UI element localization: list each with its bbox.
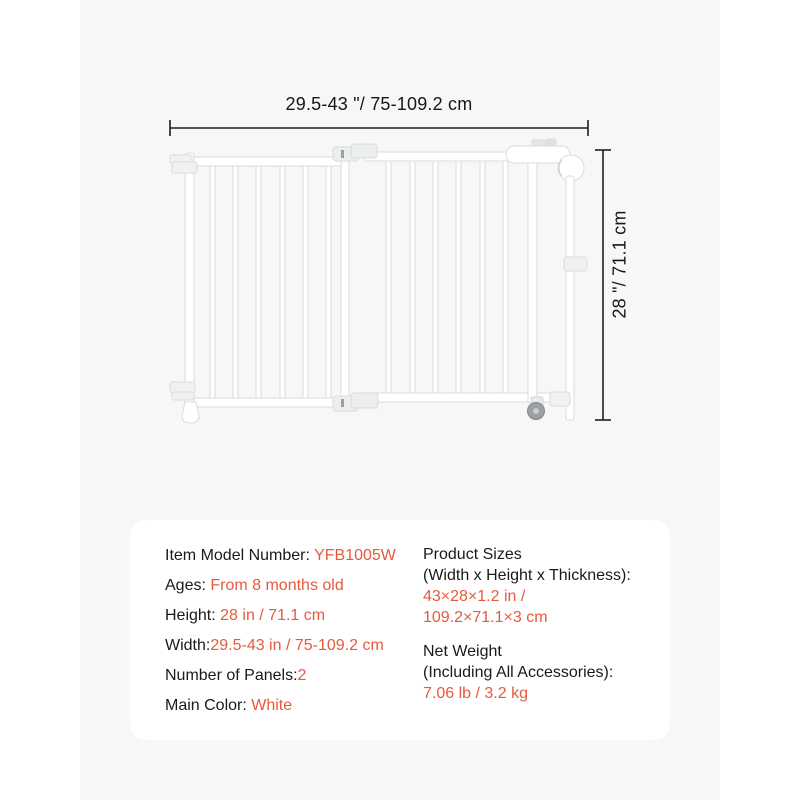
gate-middle-post [341,153,349,407]
spec-value: From 8 months old [210,577,344,594]
spec-right-column [423,544,655,717]
spec-label: Item Model Number: [165,547,315,564]
spec-label: Height: [165,607,221,624]
spec-label: Net Weight [423,643,502,660]
spec-label: (Including All Accessories): [423,664,614,681]
spec-value: 2 [297,667,307,684]
spec-label: Number of Panels: [165,667,298,684]
spec-row-width [165,631,396,661]
spec-label: Width: [165,637,211,654]
gate-top-rail-left [190,157,345,166]
wall-bracket-bottom-left [170,382,195,400]
spec-value: White [251,697,293,714]
spec-panel [130,520,670,740]
spec-value: 29.5-43 in / 75-109.2 cm [210,637,384,654]
gate-end-post [528,158,537,403]
spec-label: (Width x Height x Thickness): [423,567,631,584]
spec-row-panels [165,661,396,691]
hinge-clamp-top [333,144,377,161]
hinge-clamp-bottom [333,393,378,411]
spec-value: 28 in / 71.1 cm [220,607,326,624]
spec-block-product-sizes [423,544,655,628]
spec-value: 109.2×71.1×3 cm [423,609,548,626]
gate-illustration [170,139,587,423]
spec-block-net-weight [423,641,655,704]
width-dimension-label: 29.5-43 "/ 75-109.2 cm [285,94,473,114]
spec-value: 7.06 lb / 3.2 kg [423,685,528,702]
gate-right-post [566,176,574,420]
bottom-plate-right [550,392,570,406]
spec-row-model [165,541,396,571]
spec-row-color [165,691,396,721]
spec-row-ages [165,571,396,601]
support-foot [182,402,199,423]
gate-bars-left [210,164,331,402]
spec-row-height [165,601,396,631]
product-dimension-stage [80,0,720,800]
spec-label: Product Sizes [423,546,522,563]
gate-left-post [185,153,194,403]
width-dimension-line [170,120,588,136]
spec-label: Main Color: [165,697,252,714]
spec-left-column [165,541,396,721]
gate-bars-right [386,159,508,397]
height-dimension-label: 28 "/ 71.1 cm [609,210,630,319]
spec-label: Ages: [165,577,211,594]
gate-top-rail-right [365,152,515,161]
gate-latch [506,139,584,181]
wall-bracket-right [564,257,587,271]
spec-value: YFB1005W [314,547,396,564]
spec-value: 43×28×1.2 in / [423,588,526,605]
